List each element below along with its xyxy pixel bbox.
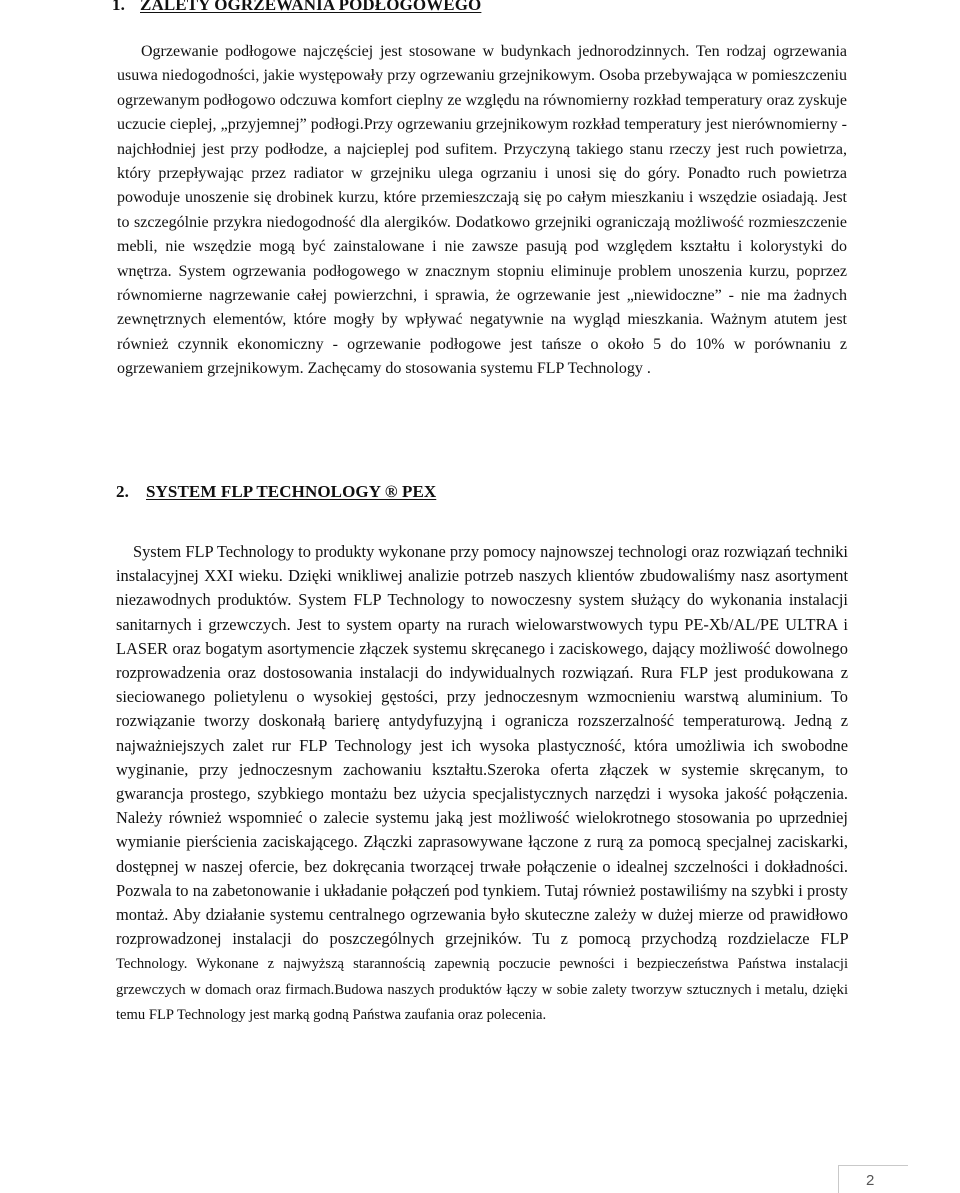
section-2-title: SYSTEM FLP TECHNOLOGY ® PEX <box>146 482 437 501</box>
page-number: 2 <box>866 1172 875 1189</box>
section-2-paragraph-tail: Technology. Wykonane z najwyższą starannością zapewnią poczucie pewności i bezpieczeństwa Państwa instalacji grzewczych w domach oraz firmach.Budowa naszych produktów łączy w sobie zalety tworzyw sztucznych i metalu, dzięki temu FLP Technology jest marką godną Państwa zaufania oraz polecenia. <box>116 956 848 1023</box>
section-2-heading <box>116 482 436 502</box>
section-2-paragraph <box>116 540 848 1027</box>
section-1-number: 1. <box>112 0 125 14</box>
section-2-paragraph-main: System FLP Technology to produkty wykonane przy pomocy najnowszej technologi oraz rozwiązań techniki instalacyjnej XXI wieku. Dzięki wnikliwej analizie potrzeb naszych klientów zbudowaliśmy nasz asortyment niezawodnych produktów. System FLP Technology to nowoczesny system służący do wykonania instalacji sanitarnych i grzewczych. Jest to system oparty na rurach wielowarstwowych typu PE-Xb/AL/PE ULTRA i LASER oraz bogatym asortymencie złączek systemu skręcanego i zaciskowego, dający możliwość dowolnego rozprowadzenia oraz dostosowania instalacji do indywidualnych rozwiązań. Rura FLP jest produkowana z sieciowanego polietylenu o wysokiej gęstości, przy jednoczesnym wzmocnieniu warstwą aluminium. To rozwiązanie tworzy doskonałą barierę antydyfuzyjną i ogranicza rozszerzalność temperaturową. Jedną z najważniejszych zalet rur FLP Technology jest ich wysoka plastyczność, która umożliwia ich swobodne wyginanie, przy jednoczesnym zachowaniu kształtu.Szeroka oferta złączek w systemie skręcanym, to gwarancja prostego, szybkiego montażu bez użycia specjalistycznych narzędzi i wysoka jakość połączenia. Należy również wspomnieć o zalecie systemu jaką jest możliwość wielokrotnego stosowania po uprzedniej wymianie pierścienia zaciskającego. Złączki zaprasowywane łączone z rurą za pomocą specjalnej zaciskarki, dostępnej w naszej ofercie, bez dokręcania tworzącej trwałe połączenie o idealnej szczelności i dokładności. Pozwala to na zabetonowanie i układanie połączeń pod tynkiem. Tutaj również postawiliśmy na szybki i prosty montaż. Aby działanie systemu centralnego ogrzewania było skuteczne zależy w dużej mierze od prawidłowo rozprowadzonej instalacji do poszczególnych grzejników. Tu z pomocą przychodzą rozdzielacze FLP <box>116 542 848 949</box>
section-1-paragraph: Ogrzewanie podłogowe najczęściej jest stosowane w budynkach jednorodzinnych. Ten rodzaj ogrzewania usuwa niedogodności, jakie występowały przy ogrzewaniu grzejnikowym. Osoba przebywająca w pomieszczeniu ogrzewanym podłogowo odczuwa komfort cieplny ze względu na równomierny rozkład temperatury oraz zyskuje uczucie cieplej, „przyjemnej” podłogi.Przy ogrzewaniu grzejnikowym rozkład temperatury jest nierównomierny - najchłodniej jest przy podłodze, a najcieplej pod sufitem. Przyczyną takiego stanu rzeczy jest ruch powietrza, który przepływając przez radiator w grzejniku ulega ogrzaniu i unosi się do góry. Ponadto ruch powietrza powoduje unoszenie się drobinek kurzu, które przemieszczają się po całym mieszkaniu i wszędzie osiadają. Jest to szczególnie przykra niedogodność dla alergików. Dodatkowo grzejniki ograniczają możliwość rozmieszczenie mebli, nie wszędzie mogą być zainstalowane i nie zawsze pasują pod względem kształtu i kolorystyki do wnętrza. System ogrzewania podłogowego w znacznym stopniu eliminuje problem unoszenia kurzu, poprzez równomierne nagrzewanie całej powierzchni, i sprawia, że ogrzewanie jest „niewidoczne” - nie ma żadnych zewnętrznych elementów, które mogły by wpływać negatywnie na wygląd mieszkania. Ważnym atutem jest również czynnik ekonomiczny - ogrzewanie podłogowe jest tańsze o około 5 do 10% w porównaniu z ogrzewaniem grzejnikowym. Zachęcamy do stosowania systemu FLP Technology . <box>117 43 847 378</box>
section-2-number: 2. <box>116 482 129 501</box>
section-1-heading <box>112 0 481 15</box>
section-1-title: ZALETY OGRZEWANIA PODŁOGOWEGO <box>140 0 482 14</box>
